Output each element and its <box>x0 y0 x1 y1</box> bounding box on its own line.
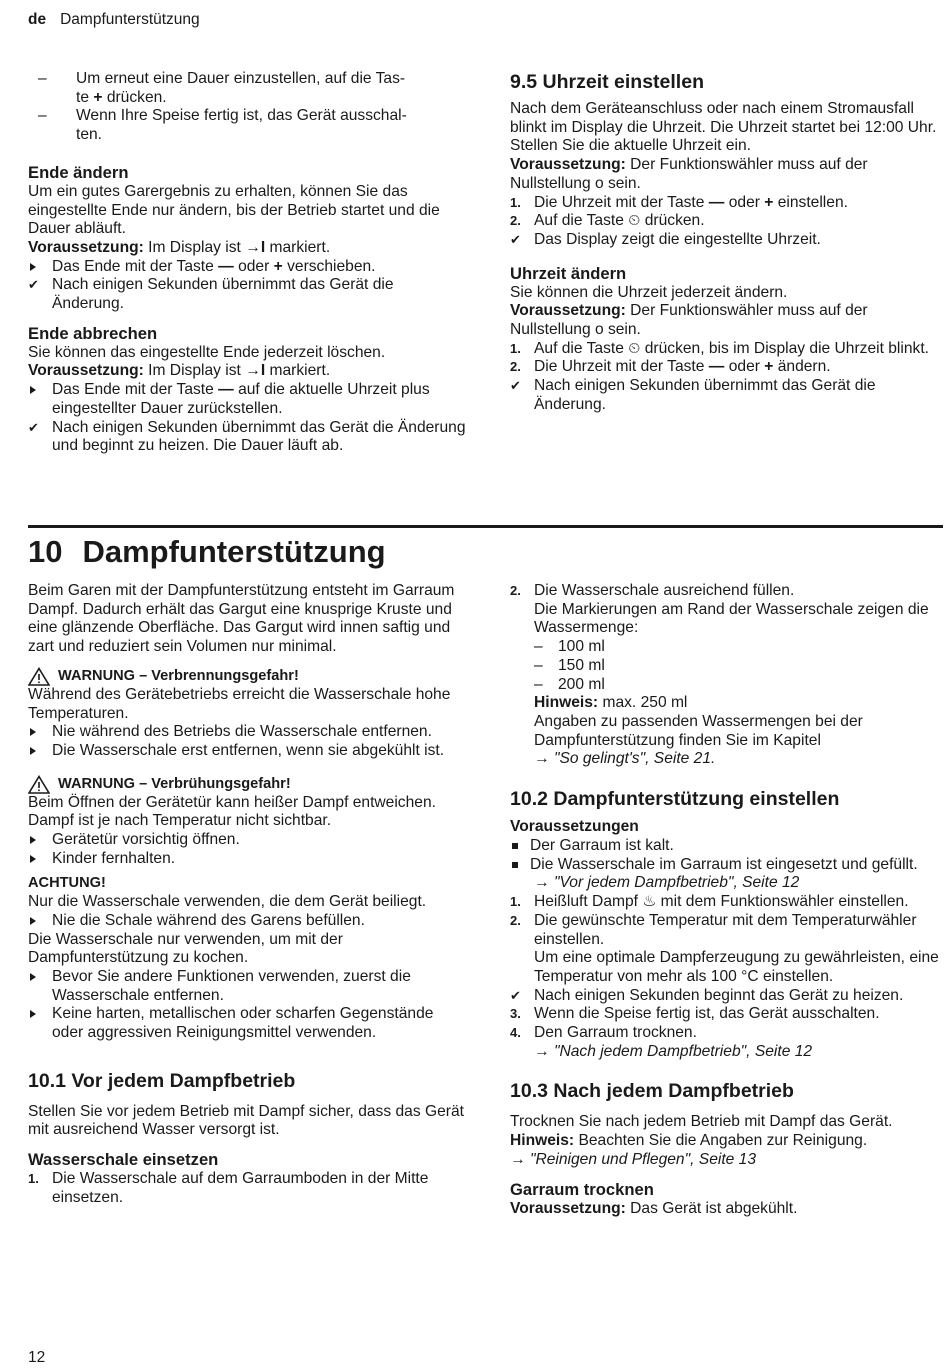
cross-reference-link[interactable]: → "Reinigen und Pflegen", Seite 13 <box>510 1150 757 1168</box>
warning-heading: WARNUNG – Verbrühungsgefahr! <box>28 775 468 794</box>
arrow-icon: → <box>534 750 550 768</box>
arrow-icon: → <box>510 1150 526 1168</box>
heading-10-3: 10.3 Nach jedem Dampfbetrieb <box>510 1080 794 1103</box>
cross-reference-link[interactable]: → "So gelingt's", Seite 21. <box>534 750 716 768</box>
list-item: ✔ Nach einigen Sekunden übernimmt das Gerät die Änderung. <box>510 377 876 413</box>
list-item: Nie die Schale während des Garens befüllen. <box>52 911 365 929</box>
header-title: Dampfunterstützung <box>60 11 200 28</box>
paragraph: Sie können die Uhrzeit jederzeit ändern. <box>510 283 788 301</box>
section-end-time <box>28 70 468 456</box>
prerequisite: Voraussetzung: Der Funktionswähler muss auf der Nullstellung o sein. <box>510 302 868 339</box>
hint: Hinweis: Beachten Sie die Angaben zur Reinigung. <box>510 1132 868 1150</box>
minus-icon: — <box>708 358 725 376</box>
list-item: ✔ Nach einigen Sekunden übernimmt das Gerät die Änderung. <box>28 276 394 313</box>
heading-uhrzeit-aendern: Uhrzeit ändern <box>510 263 627 283</box>
paragraph: Um ein gutes Garergebnis zu erhalten, können Sie das eingestellte Ende nur ändern, bis der Betrieb startet und die Dauer abläuft. <box>28 182 440 238</box>
prerequisite: Voraussetzung: Im Display ist →I markiert. <box>28 362 331 380</box>
section-dampf-right <box>510 582 946 1218</box>
list-item: – Wenn Ihre Speise fertig ist, das Gerät ausschal- ten. <box>38 107 407 144</box>
list-item: Gerätetür vorsichtig öffnen. <box>52 831 240 849</box>
heading-10-1: 10.1 Vor jedem Dampfbetrieb <box>28 1069 296 1092</box>
list-item: – 150 ml <box>534 656 605 674</box>
check-icon: ✔ <box>510 378 521 394</box>
list-item: 1. Heißluft Dampf ♨ mit dem Funktionswähler einstellen. <box>510 893 909 911</box>
paragraph: Stellen Sie vor jedem Betrieb mit Dampf sicher, dass das Gerät mit ausreichend Wasser versorgt ist. <box>28 1102 464 1139</box>
list-item: Der Garraum ist kalt. <box>530 837 674 855</box>
minus-icon: — <box>218 381 234 399</box>
clock-icon: ⏲ <box>628 212 641 230</box>
list-item: 2. Die Wasserschale ausreichend füllen. <box>510 582 795 599</box>
language-code: de <box>28 11 47 28</box>
steam-icon: ♨ <box>642 893 657 911</box>
list-item: ✔ Nach einigen Sekunden beginnt das Gerät zu heizen. <box>510 986 904 1004</box>
prerequisite: Voraussetzung: Der Funktionswähler muss auf der Nullstellung o sein. <box>510 156 868 192</box>
list-item: 3. Wenn die Speise fertig ist, das Gerät ausschalten. <box>510 1005 880 1023</box>
list-item: Die Wasserschale im Garraum ist eingesetzt und gefüllt. <box>530 855 918 873</box>
list-item: 2. Die gewünschte Temperatur mit dem Temperaturwähler einstellen. <box>510 911 917 948</box>
list-item: Das Ende mit der Taste — oder + verschieben. <box>52 257 376 275</box>
list-item: Kinder fernhalten. <box>52 849 176 867</box>
paragraph: Um eine optimale Dampferzeugung zu gewährleisten, eine Temperatur von mehr als 100 °C einstellen. <box>534 949 939 985</box>
heading-9-5: 9.5 Uhrzeit einstellen <box>510 71 704 93</box>
chapter-title: 10 Dampfunterstützung <box>28 534 386 569</box>
paragraph: Beim Öffnen der Gerätetür kann heißer Dampf entweichen. Dampf ist je nach Temperatur nicht sichtbar. <box>28 793 436 830</box>
list-item: ✔ Nach einigen Sekunden übernimmt das Gerät die Änderung und beginnt zu heizen. Die Dauer läuft ab. <box>28 418 466 455</box>
plus-icon: + <box>93 88 103 106</box>
plus-icon: + <box>764 193 774 211</box>
heading-ende-abbrechen: Ende abbrechen <box>28 323 158 343</box>
list-item: Das Ende mit der Taste — auf die aktuelle Uhrzeit plus eingestellter Dauer zurückstellen. <box>52 381 430 417</box>
paragraph: Die Wasserschale nur verwenden, um mit der Dampfunterstützung zu kochen. <box>28 930 343 967</box>
list-item: 1. Auf die Taste ⏲ drücken, bis im Display die Uhrzeit blinkt. <box>510 339 929 357</box>
check-icon: ✔ <box>510 987 521 1003</box>
minus-icon: — <box>708 193 725 211</box>
plus-icon: + <box>273 257 283 275</box>
list-item: – 100 ml <box>534 638 605 656</box>
list-item: 4. Den Garraum trocknen. <box>510 1024 697 1042</box>
cross-reference-link[interactable]: → "Nach jedem Dampfbetrieb", Seite 12 <box>534 1042 813 1060</box>
cross-reference-link[interactable]: → "Vor jedem Dampfbetrieb", Seite 12 <box>534 874 800 892</box>
list-item: 1. Die Wasserschale auf dem Garraumboden in der Mitte einsetzen. <box>28 1170 429 1206</box>
paragraph: Nur die Wasserschale verwenden, die dem Gerät beiliegt. <box>28 893 427 911</box>
chapter-rule <box>28 525 943 528</box>
heading-wasserschale: Wasserschale einsetzen <box>28 1150 219 1170</box>
prerequisites-heading: Voraussetzungen <box>510 818 639 836</box>
end-time-icon: →I <box>245 362 266 380</box>
list-item: Keine harten, metallischen oder scharfen Gegenstände oder aggressiven Reinigungsmittel verwenden. <box>52 1005 434 1042</box>
running-header <box>28 11 200 30</box>
list-item: – Um erneut eine Dauer einzustellen, auf die Tas- te + drücken. <box>38 70 406 106</box>
list-item: Bevor Sie andere Funktionen verwenden, zuerst die Wasserschale entfernen. <box>52 967 411 1004</box>
warning-icon <box>28 667 50 686</box>
list-item: Die Wasserschale erst entfernen, wenn sie abgekühlt ist. <box>52 741 445 759</box>
prerequisite: Voraussetzung: Im Display ist →I markiert. <box>28 238 331 256</box>
end-time-icon: →I <box>245 238 266 256</box>
paragraph: Trocknen Sie nach jedem Betrieb mit Dampf das Gerät. <box>510 1113 893 1131</box>
check-icon: ✔ <box>28 419 39 435</box>
paragraph: Angaben zu passenden Wassermengen bei der Dampfunterstützung finden Sie im Kapitel <box>534 712 863 749</box>
plus-icon: + <box>764 358 774 376</box>
paragraph: Sie können das eingestellte Ende jederzeit löschen. <box>28 343 386 361</box>
hint: Hinweis: max. 250 ml <box>534 694 688 712</box>
heading-garraum-trocknen: Garraum trocknen <box>510 1179 654 1199</box>
clock-icon: ⏲ <box>628 339 641 357</box>
list-item: 2. Die Uhrzeit mit der Taste — oder + ändern. <box>510 358 831 376</box>
section-dampf-left <box>28 582 468 1208</box>
minus-icon: — <box>218 257 234 275</box>
check-icon: ✔ <box>28 277 39 293</box>
paragraph: Während des Gerätebetriebs erreicht die Wasserschale hohe Temperaturen. <box>28 685 451 722</box>
warning-icon <box>28 775 50 794</box>
heading-10-2: 10.2 Dampfunterstützung einstellen <box>510 788 840 811</box>
list-item: – 200 ml <box>534 675 605 693</box>
check-icon: ✔ <box>510 231 521 247</box>
list-item: Nie während des Betriebs die Wasserschale entfernen. <box>52 723 432 741</box>
warning-heading: WARNUNG – Verbrennungsgefahr! <box>28 667 468 686</box>
heading-ende-aendern: Ende ändern <box>28 162 129 182</box>
list-item: ✔ Das Display zeigt die eingestellte Uhrzeit. <box>510 230 821 248</box>
arrow-icon: → <box>534 1042 550 1060</box>
list-item: 2. Auf die Taste ⏲ drücken. <box>510 212 705 230</box>
prerequisite: Voraussetzung: Das Gerät ist abgekühlt. <box>510 1199 798 1217</box>
notice-heading: ACHTUNG! <box>28 875 106 892</box>
page-number: 12 <box>28 1349 46 1366</box>
list-item: 1. Die Uhrzeit mit der Taste — oder + einstellen. <box>510 193 848 211</box>
paragraph: Beim Garen mit der Dampfunterstützung entsteht im Garraum Dampf. Dadurch erhält das Gargut eine knusprige Kruste und eine glänzende Oberfläche. Das Gargut wird innen saftig und zart und reduziert sein Volumen nur minimal. <box>28 582 455 656</box>
paragraph: Nach dem Geräteanschluss oder nach einem Stromausfall blinkt im Display die Uhrzeit. Die Uhrzeit startet bei 12:00 Uhr. Stellen Sie die aktuelle Uhrzeit ein. <box>510 100 937 155</box>
arrow-icon: → <box>534 874 550 892</box>
section-uhrzeit <box>510 70 946 415</box>
paragraph: Die Markierungen am Rand der Wasserschale zeigen die Wassermenge: <box>534 600 929 637</box>
